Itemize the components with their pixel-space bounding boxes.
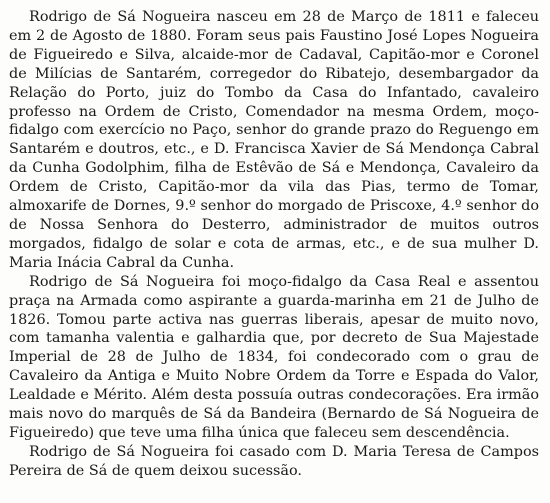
body-text [9,8,539,481]
paragraph-biography: Rodrigo de Sá Nogueira nasceu em 28 de Março de 1811 e faleceu em 2 de Agosto de 1880. Foram seus pais Faustino José Lopes Nogueira de Figueiredo e Silva, alcaide-mor de Cadaval, Capitão-mor e Coronel de Milícias de Santarém, corregedor do Ribatejo, desembargador da Relação do Porto, juiz do Tombo da Casa do Infantado, cavaleiro professo na Ordem de Cristo, Comendador na mesma Ordem, moço-fidalgo com exercício no Paço, senhor do grande prazo do Reguengo em Santarém e doutros, etc., e D. Francisca Xavier de Sá Mendonça Cabral da Cunha Godolphim, filha de Estêvão de Sá e Mendonça, Cavaleiro da Ordem de Cristo, Capitão-mor da vila das Pias, termo de Tomar, almoxarife de Dornes, 9.º senhor do morgado de Priscoxe, 4.º senhor do de Nossa Senhora do Desterro, administrador de muitos outros morgados, fidalgo de solar e cota de armas, etc., e de sua mulher D. Maria Inácia Cabral da Cunha. [9,9,539,271]
paragraph-marriage: Rodrigo de Sá Nogueira foi casado com D. Maria Teresa de Campos Pereira de Sá de quem deixou sucessão. [9,443,539,479]
paragraph-career: Rodrigo de Sá Nogueira foi moço-fidalgo da Casa Real e assentou praça na Armada como aspirante a guarda-marinha em 21 de Julho de 1826. Tomou parte activa nas guerras liberais, apesar de muito novo, com tamanha valentia e galhardia que, por decreto de Sua Majestade Imperial de 28 de Julho de 1834, foi condecorado com o grau de Cavaleiro da Antiga e Muito Nobre Ordem da Torre e Espada do Valor, Lealdade e Mérito. Além desta possuía outras condecorações. Era irmão mais novo do marquês de Sá da Bandeira (Bernardo de Sá Nogueira de Figueiredo) que teve uma filha única que faleceu sem descendência. [9,273,539,441]
